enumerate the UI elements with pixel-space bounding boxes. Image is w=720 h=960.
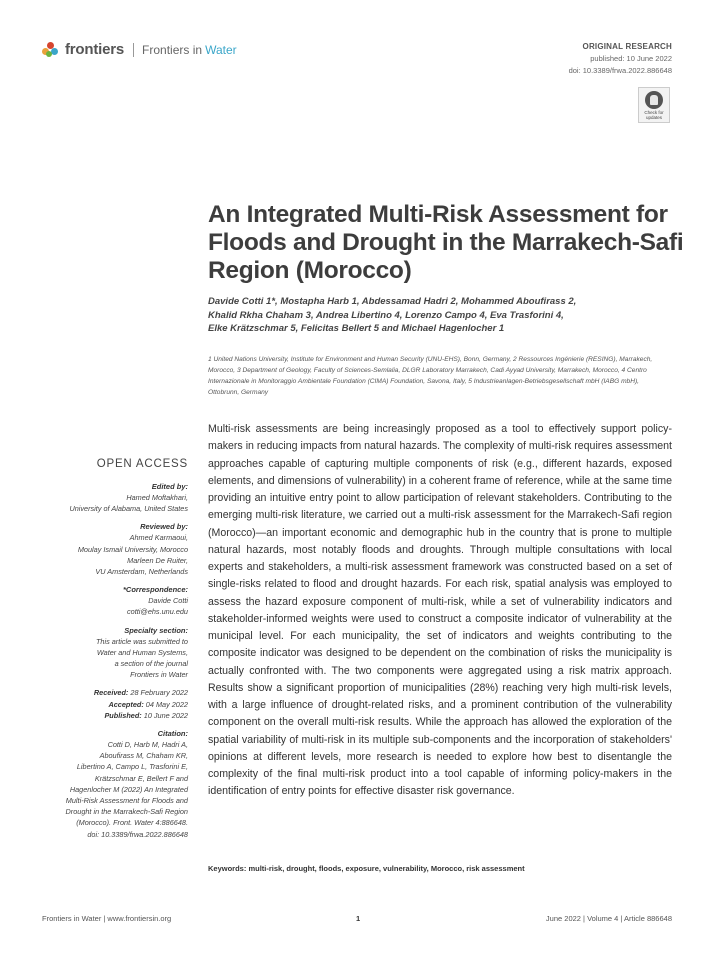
article-info-sidebar — [40, 458, 188, 840]
frontiers-logo-icon — [42, 42, 60, 58]
published-date: published: 10 June 2022 — [590, 54, 672, 63]
reviewer-line[interactable]: Ahmed Karmaoui, — [129, 533, 188, 543]
citation-line: Drought in the Marrakech-Safi Region — [65, 807, 188, 817]
article-title: An Integrated Multi-Risk Assessment for Floods and Drought in the Marrakech-Safi Region (Morocco) — [208, 201, 684, 284]
author-line[interactable]: Elke Krätzschmar 5, Felicitas Bellert 5 and Michael Hagenlocher 1 — [208, 323, 505, 334]
footer-issue: June 2022 | Volume 4 | Article 886648 — [545, 914, 672, 923]
article-meta — [569, 41, 672, 77]
published-date-sidebar — [40, 710, 188, 721]
editor-line[interactable]: Hamed Moftakhari, — [126, 493, 188, 502]
citation-doi[interactable]: doi: 10.3389/frwa.2022.886648 — [87, 829, 188, 839]
received-date — [40, 687, 188, 698]
accepted-value: 04 May 2022 — [145, 699, 188, 709]
abstract-text: Multi-risk assessments are being increasingly proposed as a tool to effectively support policy-makers in reducing impacts from natural hazards. The complexity of multi-risk requires assessment approaches capable of capturing multiple components of risk (e.g., different hazards, exposed elements, and dimensions of vulnerability) in a coherent frame of reference, while at the same time providing an intuitive entry point to allow participation of relevant stakeholders. Contributing to the emerging multi-risk literature, we carried out a multi-risk assessment for the Marrakech-Safi region (Morocco)—an important economic and demographic hub in the country that is prone to multiple natural hazards, most notably floods and droughts. Through multiple consultations with local experts and stakeholders, a multi-risk assessment framework was constructed based on a set of single-risks related to flood and drought hazards. For each risk, spatial analysis was employed to assess the hazard exposure component of multi-risk, while a set of vulnerability indicators and stakeholder-informed weights were used to construct a composite indicator of vulnerability at the municipal level. For each municipality, the set of indicators and weights contributing to the composite indicator was designed to be dependent on the combination of risks the municipality is actually confronted with. The two components were aggregated using a risk matrix approach. Results show a significant proportion of municipalities (28%) reaching very high multi-risk levels, with a large influence of drought-related risks, and a prominent contribution of the vulnerability component on the overall multi-risk results. While the approach has allowed the exploration of the spatial variability of multi-risk in its multiple sub-components and the incorporation of stakeholders' opinions at different levels, more research is needed to explore how best to disentangle the complexity of the final multi-risk product into a tool capable of informing policy-makers in the identification of entry points for effective disaster risk governance. — [208, 423, 672, 798]
journal-logo[interactable] — [42, 41, 237, 58]
citation-line: Hagenlocher M (2022) An Integrated — [69, 784, 188, 794]
page-number: 1 — [356, 914, 361, 923]
keywords-label: Keywords: — [208, 864, 247, 873]
doi-link[interactable]: doi: 10.3389/frwa.2022.886648 — [568, 66, 672, 75]
accepted-label: Accepted: — [108, 699, 144, 709]
published-label: Published: — [104, 710, 142, 720]
reviewer-line[interactable]: Marleen De Ruiter, — [127, 555, 188, 565]
citation-heading: Citation: — [157, 729, 188, 739]
author-line[interactable]: Khalid Rkha Chaham 3, Andrea Libertino 4, Lorenzo Campo 4, Eva Trasforini 4, — [208, 309, 564, 321]
citation-line: (Morocco). Front. Water 4:886648. — [76, 818, 188, 828]
specialty-line: This article was submitted to — [95, 636, 188, 646]
specialty-line: Water and Human Systems, — [96, 647, 188, 657]
citation-line: Multi-Risk Assessment for Floods and — [65, 796, 188, 806]
keywords — [208, 864, 672, 873]
reviewer-line: Moulay Ismail University, Morocco — [77, 544, 188, 554]
citation-line: Libertino A, Campo L, Trasforini E, — [76, 762, 188, 772]
article-type: ORIGINAL RESEARCH — [582, 42, 672, 51]
journal-name: Water — [205, 42, 237, 57]
reviewed-by-heading: Reviewed by: — [140, 522, 188, 532]
divider — [133, 43, 134, 57]
specialty-line: a section of the journal — [114, 659, 188, 669]
author-line[interactable]: Davide Cotti 1*, Mostapha Harb 1, Abdessamad Hadri 2, Mohammed Aboufirass 2, — [208, 296, 577, 307]
corresponding-author: Davide Cotti — [148, 596, 188, 606]
brand-name: frontiers — [65, 41, 125, 58]
author-list — [208, 295, 678, 336]
open-access-label: OPEN ACCESS — [96, 458, 188, 470]
journal-prefix: Frontiers in — [142, 42, 203, 57]
received-value: 28 February 2022 — [130, 688, 188, 698]
received-label: Received: — [93, 688, 129, 698]
correspondence-email[interactable]: cotti@ehs.unu.edu — [127, 607, 188, 617]
check-updates-label: Check for updates — [644, 110, 664, 120]
citation-line: Krätzschmar E, Bellert F and — [94, 773, 188, 783]
footer-journal[interactable]: Frontiers in Water | www.frontiersin.org — [42, 914, 172, 923]
edited-by-heading: Edited by: — [151, 482, 188, 491]
editor-line: University of Alabama, United States — [69, 504, 188, 514]
citation-line: Cotti D, Harb M, Hadri A, — [107, 740, 188, 750]
reviewer-line: VU Amsterdam, Netherlands — [95, 567, 188, 577]
check-for-updates-button[interactable] — [638, 87, 670, 123]
keywords-list: multi-risk, drought, floods, exposure, vulnerability, Morocco, risk assessment — [248, 864, 525, 873]
bookmark-icon — [645, 91, 663, 109]
accepted-date — [40, 699, 188, 710]
published-value: 10 June 2022 — [143, 710, 188, 720]
affiliations: 1 United Nations University, Institute for Environment and Human Security (UNU-EHS), Bonn, Germany, 2 Ressources Ingénierie (RESING), Marrakech, Morocco, 3 Department of Geology, Faculty of Sciences-Semlalia, DLGR Laboratory Marrakech, Cadi Ayyad University, Marrakech, Morocco, 4 Centro Internazionale in Monitoraggio Ambientale Foundation (CIMA) Foundation, Savona, Italy, 5 Industrieanlagen-Betriebsgesellschaft mbH (IABG mbH), Ottobrunn, Germany — [208, 356, 653, 396]
citation-line: Aboufirass M, Chaham KR, — [99, 751, 188, 761]
correspondence-heading: *Correspondence: — [122, 585, 188, 595]
specialty-heading: Specialty section: — [124, 625, 188, 635]
specialty-line: Frontiers in Water — [130, 670, 188, 680]
